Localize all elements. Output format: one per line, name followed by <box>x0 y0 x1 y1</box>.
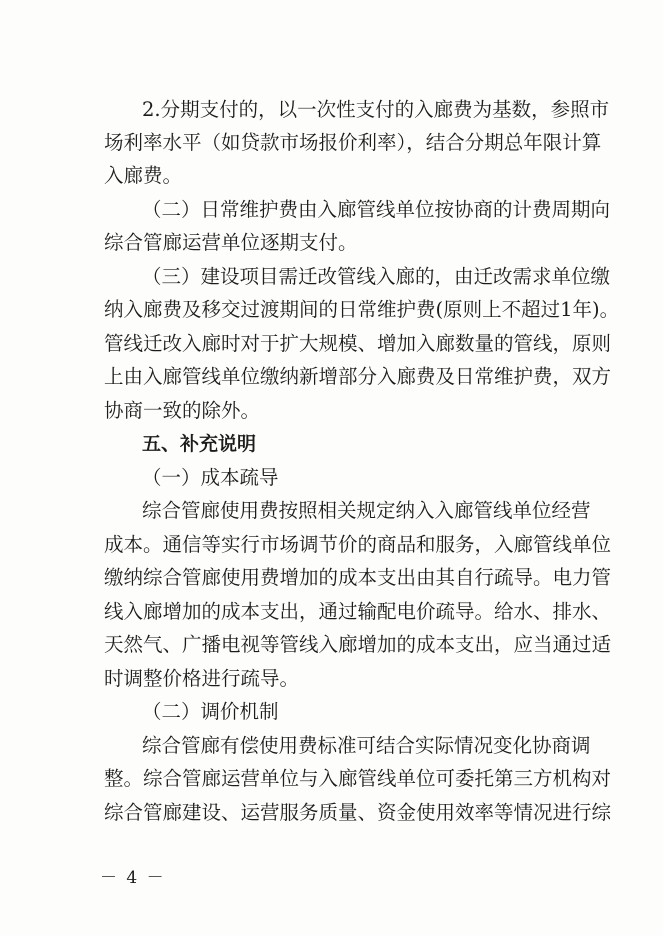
section-heading: 五、补充说明 <box>142 433 257 455</box>
paragraph-line: 2.分期支付的，以一次性支付的入廊费为基数，参照市 <box>142 98 610 121</box>
paragraph-line: 综合管廊有偿使用费标准可结合实际情况变化协商调 <box>142 734 591 757</box>
paragraph-line: 上由入廊管线单位缴纳新增部分入廊费及日常维护费，双方 <box>104 365 612 388</box>
paragraph-line: 纳入廊费及移交过渡期间的日常维护费(原则上不超过1年)。 <box>104 298 620 321</box>
paragraph-line: 管线迁改入廊时对于扩大规模、增加入廊数量的管线，原则 <box>104 332 612 355</box>
paragraph-line: 时调整价格进行疏导。 <box>104 667 300 690</box>
paragraph-line: 综合管廊运营单位逐期支付。 <box>104 231 358 254</box>
paragraph-line: 协商一致的除外。 <box>104 399 261 422</box>
page-number: － 4 － <box>100 868 166 888</box>
paragraph-line: 入廊费。 <box>104 164 183 187</box>
paragraph-line: 线入廊增加的成本支出，通过输配电价疏导。给水、排水、 <box>104 600 612 623</box>
subsection-heading: （一）成本疏导 <box>142 466 279 489</box>
paragraph-line: 场利率水平（如贷款市场报价利率），结合分期总年限计算 <box>104 131 602 154</box>
paragraph-line: 缴纳综合管廊使用费增加的成本支出由其自行疏导。电力管 <box>104 566 612 589</box>
paragraph-line: 成本。通信等实行市场调节价的商品和服务，入廊管线单位 <box>104 533 612 556</box>
paragraph-line: （二）日常维护费由入廊管线单位按协商的计费周期向 <box>142 198 611 221</box>
paragraph-line: 整。综合管廊运营单位与入廊管线单位可委托第三方机构对 <box>104 767 612 790</box>
subsection-heading: （二）调价机制 <box>142 700 279 723</box>
paragraph-line: 天然气、广播电视等管线入廊增加的成本支出，应当通过适 <box>104 633 612 656</box>
paragraph-line: （三）建设项目需迁改管线入廊的，由迁改需求单位缴 <box>142 265 611 288</box>
paragraph-line: 综合管廊使用费按照相关规定纳入入廊管线单位经营 <box>142 499 591 522</box>
paragraph-line: 综合管廊建设、运营服务质量、资金使用效率等情况进行综 <box>104 801 612 824</box>
